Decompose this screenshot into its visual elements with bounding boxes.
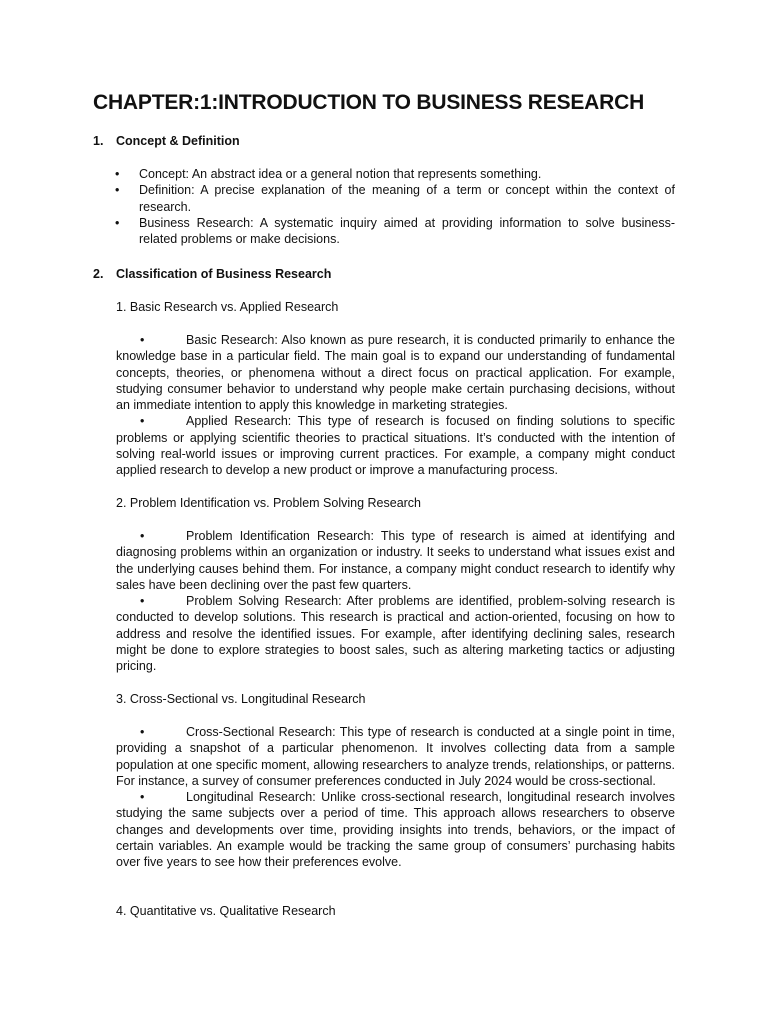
list-item: • Problem Identification Research: This type of research is aimed at identifying and diagnosing problems within an organization or industry. It seeks to understand what issues exist and the underlying causes behind them. For instance, a company might conduct research to identify why sales have been declining over the past few quarters. xyxy=(116,529,675,592)
paragraph-cross-longitudinal xyxy=(116,724,675,871)
chapter-title: CHAPTER:1:INTRODUCTION TO BUSINESS RESEARCH xyxy=(93,91,645,114)
section-number: 2. xyxy=(93,267,104,281)
bullet-icon: • xyxy=(140,529,145,543)
bullet-icon: • xyxy=(115,167,120,181)
list-item: • Applied Research: This type of research is focused on finding solutions to specific problems or applying scientific theories to practical situations. It’s conducted with the intention of solving real-world issues or improving current practices. For example, a company might conduct applied research to develop a new product or improve a manufacturing process. xyxy=(116,414,675,478)
section-title: Concept & Definition xyxy=(116,134,240,148)
bullet-icon: • xyxy=(115,215,120,230)
bullet-icon: • xyxy=(140,790,145,805)
concept-bullet-list xyxy=(115,166,675,247)
list-item: • Cross-Sectional Research: This type of research is conducted at a single point in time, providing a snapshot of a particular phenomenon. It involves collecting data from a sample population at one specific moment, allowing researchers to analyze trends, relationships, or patterns. For instance, a survey of consumer preferences conducted in July 2024 would be cross-sectional. xyxy=(116,725,675,788)
bullet-icon: • xyxy=(140,725,145,739)
subheading-basic-applied: 1. Basic Research vs. Applied Research xyxy=(116,300,339,314)
bullet-icon: • xyxy=(140,333,145,347)
section-title: Classification of Business Research xyxy=(116,267,332,281)
section-heading-concept xyxy=(93,133,693,149)
paragraph-basic-applied xyxy=(116,332,675,479)
subheading-problem: 2. Problem Identification vs. Problem Solving Research xyxy=(116,496,422,510)
bullet-icon: • xyxy=(140,594,145,609)
section-heading-classification xyxy=(93,266,693,282)
list-item: • Longitudinal Research: Unlike cross-sectional research, longitudinal research involves studying the same subjects over a period of time. This approach allows researchers to observe changes and developments over time, providing insights into trends, behaviors, or the impact of certain variables. An example would be tracking the same group of consumers’ purchasing habits over five years to see how their preferences evolve. xyxy=(116,790,675,870)
subheading-quant-qual: 4. Quantitative vs. Qualitative Research xyxy=(116,904,336,918)
list-item: • Concept: An abstract idea or a general notion that represents something. xyxy=(115,167,542,181)
list-item: • Business Research: A systematic inquiry aimed at providing information to solve business-related problems or make decisions. xyxy=(115,215,675,247)
list-item: • Basic Research: Also known as pure research, it is conducted primarily to enhance the knowledge base in a particular field. The main goal is to expand our understanding of fundamental concepts, theories, or phenomena without a direct focus on practical application. For example, studying consumer behavior to understand why people make certain purchasing decisions, without an immediate intention to apply this knowledge in marketing strategies. xyxy=(116,333,675,413)
section-number: 1. xyxy=(93,134,104,148)
paragraph-problem xyxy=(116,528,675,675)
list-item: • Definition: A precise explanation of the meaning of a term or concept within the context of research. xyxy=(115,183,675,214)
bullet-icon: • xyxy=(115,183,120,198)
subheading-cross-longitudinal: 3. Cross-Sectional vs. Longitudinal Research xyxy=(116,692,366,706)
list-item: • Problem Solving Research: After problems are identified, problem-solving research is conducted to develop solutions. This research is practical and action-oriented, focusing on how to address and resolve the identified issues. For example, after identifying declining sales, research might be done to explore strategies to boost sales, such as altering marketing tactics or adjusting pricing. xyxy=(116,594,675,674)
bullet-icon: • xyxy=(140,414,145,429)
